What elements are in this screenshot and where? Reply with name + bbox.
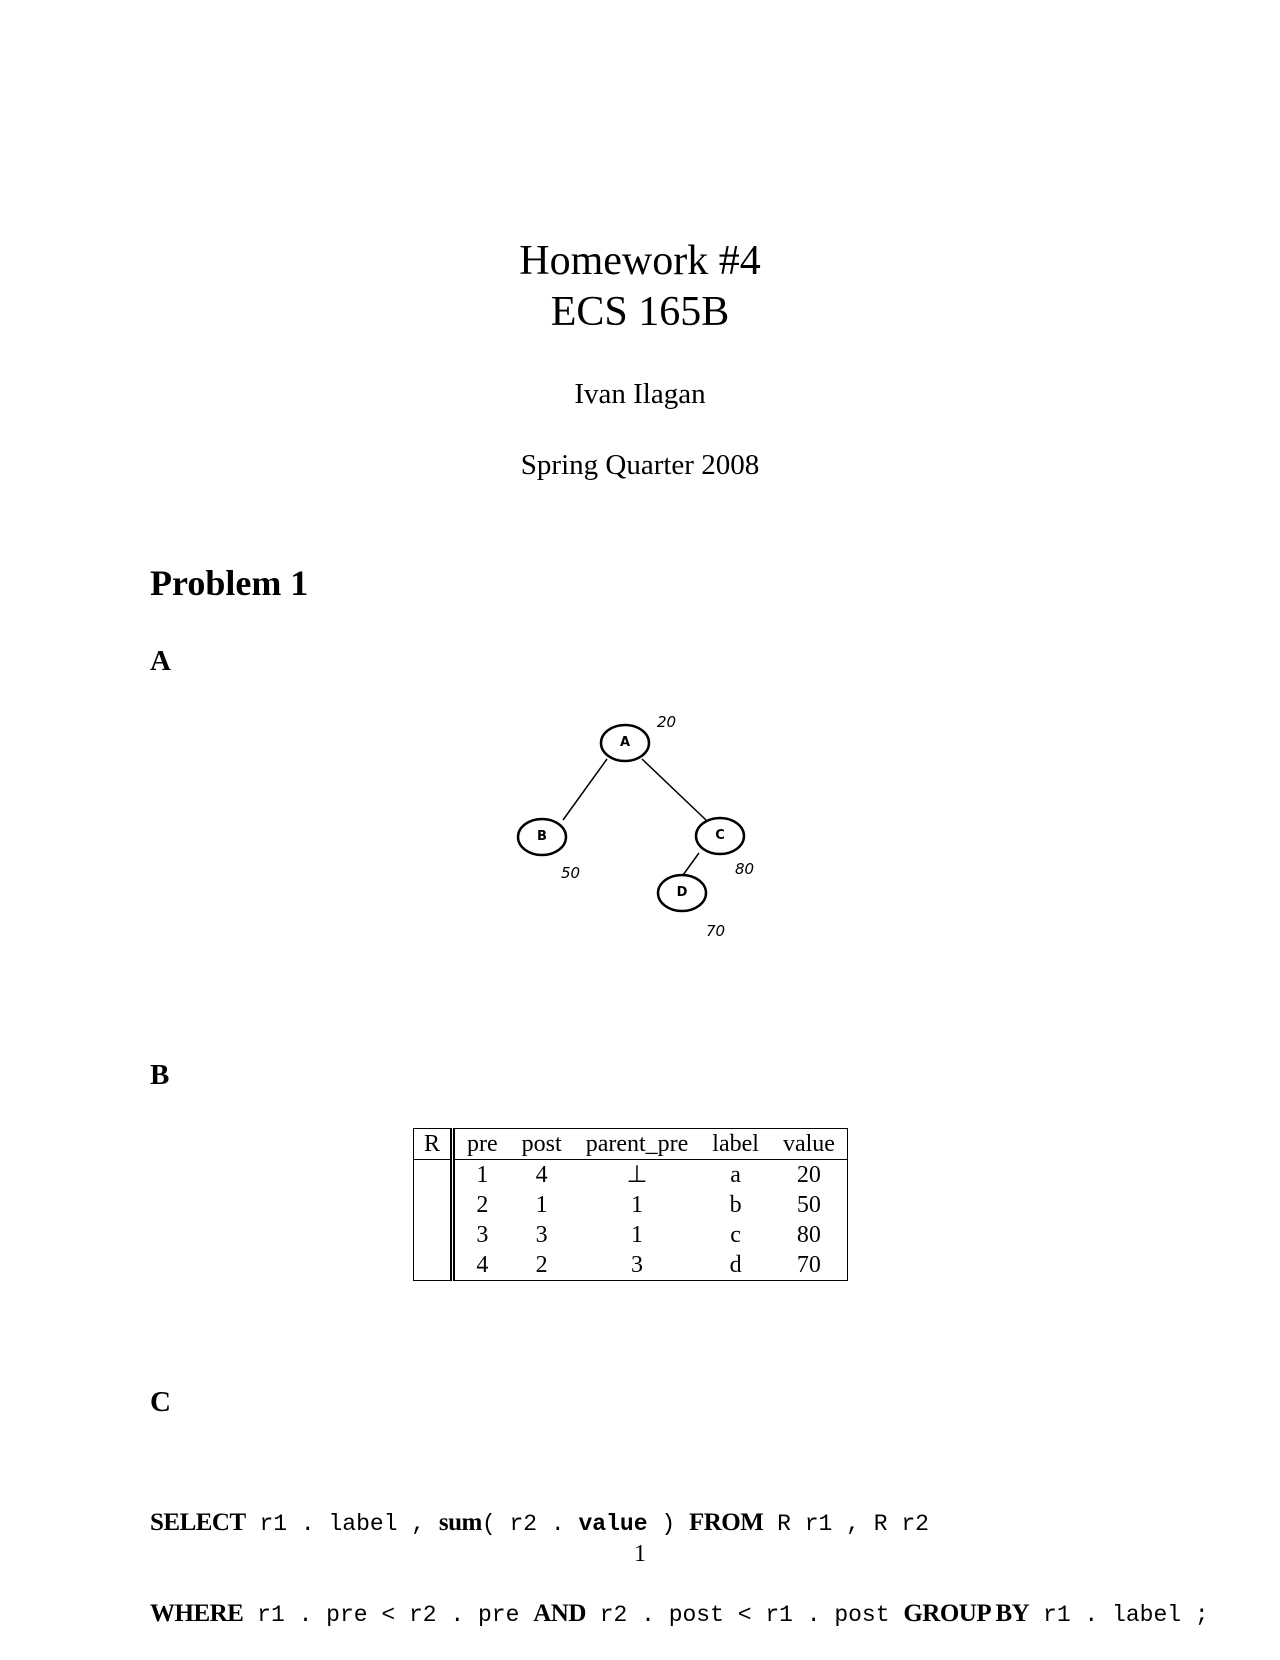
sql-keyword: WHERE bbox=[150, 1600, 244, 1627]
table-header-row bbox=[414, 1129, 848, 1160]
node-a-value: 20 bbox=[657, 715, 677, 731]
table-row bbox=[414, 1190, 848, 1220]
sql-keyword: FROM bbox=[688, 1509, 764, 1536]
tree-svg bbox=[500, 715, 780, 950]
relation-table bbox=[413, 1128, 848, 1281]
sql-token: r1 . label ; bbox=[1029, 1602, 1209, 1628]
problem-heading: Problem 1 bbox=[150, 563, 309, 603]
node-b-value: 50 bbox=[561, 864, 581, 882]
sql-token: R r1 , R r2 bbox=[763, 1511, 929, 1537]
sql-token: ) bbox=[647, 1511, 689, 1537]
sql-line-1 bbox=[150, 1508, 1209, 1539]
relation-name-spacer bbox=[414, 1250, 453, 1281]
table-row bbox=[414, 1220, 848, 1250]
relation-name-spacer bbox=[414, 1160, 453, 1191]
table-cell: 20 bbox=[796, 1162, 821, 1188]
table-cell: ⊥ bbox=[626, 1162, 648, 1188]
node-d-label: D bbox=[676, 885, 688, 900]
sql-keyword: SELECT bbox=[150, 1509, 246, 1536]
part-a-heading: A bbox=[150, 645, 171, 677]
sql-keyword: AND bbox=[533, 1600, 586, 1627]
table-cell: 80 bbox=[796, 1222, 821, 1248]
relation-name-spacer bbox=[414, 1220, 453, 1250]
part-b-heading: B bbox=[150, 1059, 170, 1091]
column-header: value bbox=[771, 1129, 847, 1160]
title-line-1: Homework #4 bbox=[519, 238, 761, 284]
node-c-label: C bbox=[715, 828, 725, 843]
sql-keyword: value bbox=[578, 1511, 648, 1537]
table-cell: 3 bbox=[476, 1222, 489, 1248]
table-cell: a bbox=[730, 1162, 741, 1188]
table-cell: d bbox=[729, 1252, 742, 1278]
table-cell: 2 bbox=[476, 1192, 489, 1218]
table-cell: 50 bbox=[796, 1192, 821, 1218]
node-a-label: A bbox=[619, 735, 631, 750]
table-cell: 2 bbox=[535, 1252, 548, 1278]
table-cell: c bbox=[730, 1222, 741, 1248]
sql-keyword: sum bbox=[438, 1509, 482, 1536]
table-cell: 1 bbox=[630, 1192, 643, 1218]
edge-a-b bbox=[563, 759, 607, 820]
node-d-value: 70 bbox=[706, 922, 726, 940]
column-header: pre bbox=[453, 1129, 510, 1160]
column-header: parent_pre bbox=[574, 1129, 701, 1160]
sql-token: r1 . label , bbox=[245, 1511, 439, 1537]
sql-token: ( r2 . bbox=[481, 1511, 579, 1537]
page-number: 1 bbox=[634, 1541, 646, 1567]
edge-c-d bbox=[683, 853, 699, 875]
sql-token: r1 . pre < r2 . pre bbox=[243, 1602, 534, 1628]
table-cell: 70 bbox=[796, 1252, 821, 1278]
author: Ivan Ilagan bbox=[574, 378, 706, 410]
column-header: label bbox=[700, 1129, 771, 1160]
table-row bbox=[414, 1160, 848, 1191]
table-cell: 4 bbox=[535, 1162, 548, 1188]
sql-line-2 bbox=[150, 1599, 1209, 1630]
node-c-value: 80 bbox=[735, 860, 755, 878]
node-b-label: B bbox=[537, 829, 547, 844]
table-cell: 1 bbox=[630, 1222, 643, 1248]
table-cell: 4 bbox=[476, 1252, 489, 1278]
tree-diagram bbox=[500, 715, 780, 950]
sql-token: r2 . post < r1 . post bbox=[585, 1602, 904, 1628]
part-c-heading: C bbox=[150, 1386, 171, 1418]
date: Spring Quarter 2008 bbox=[520, 449, 760, 481]
edge-a-c bbox=[642, 759, 706, 820]
table-cell: b bbox=[729, 1192, 742, 1218]
title-line-2: ECS 165B bbox=[550, 289, 730, 335]
table-cell: 3 bbox=[535, 1222, 548, 1248]
column-header: post bbox=[510, 1129, 574, 1160]
relation-name-spacer bbox=[414, 1190, 453, 1220]
relation-table-wrapper bbox=[413, 1128, 848, 1281]
table-cell: 1 bbox=[476, 1162, 489, 1188]
sql-keyword: GROUP BY bbox=[903, 1600, 1030, 1627]
table-cell: 3 bbox=[630, 1252, 643, 1278]
relation-name: R bbox=[414, 1129, 453, 1160]
table-row bbox=[414, 1250, 848, 1281]
table-cell: 1 bbox=[535, 1192, 548, 1218]
